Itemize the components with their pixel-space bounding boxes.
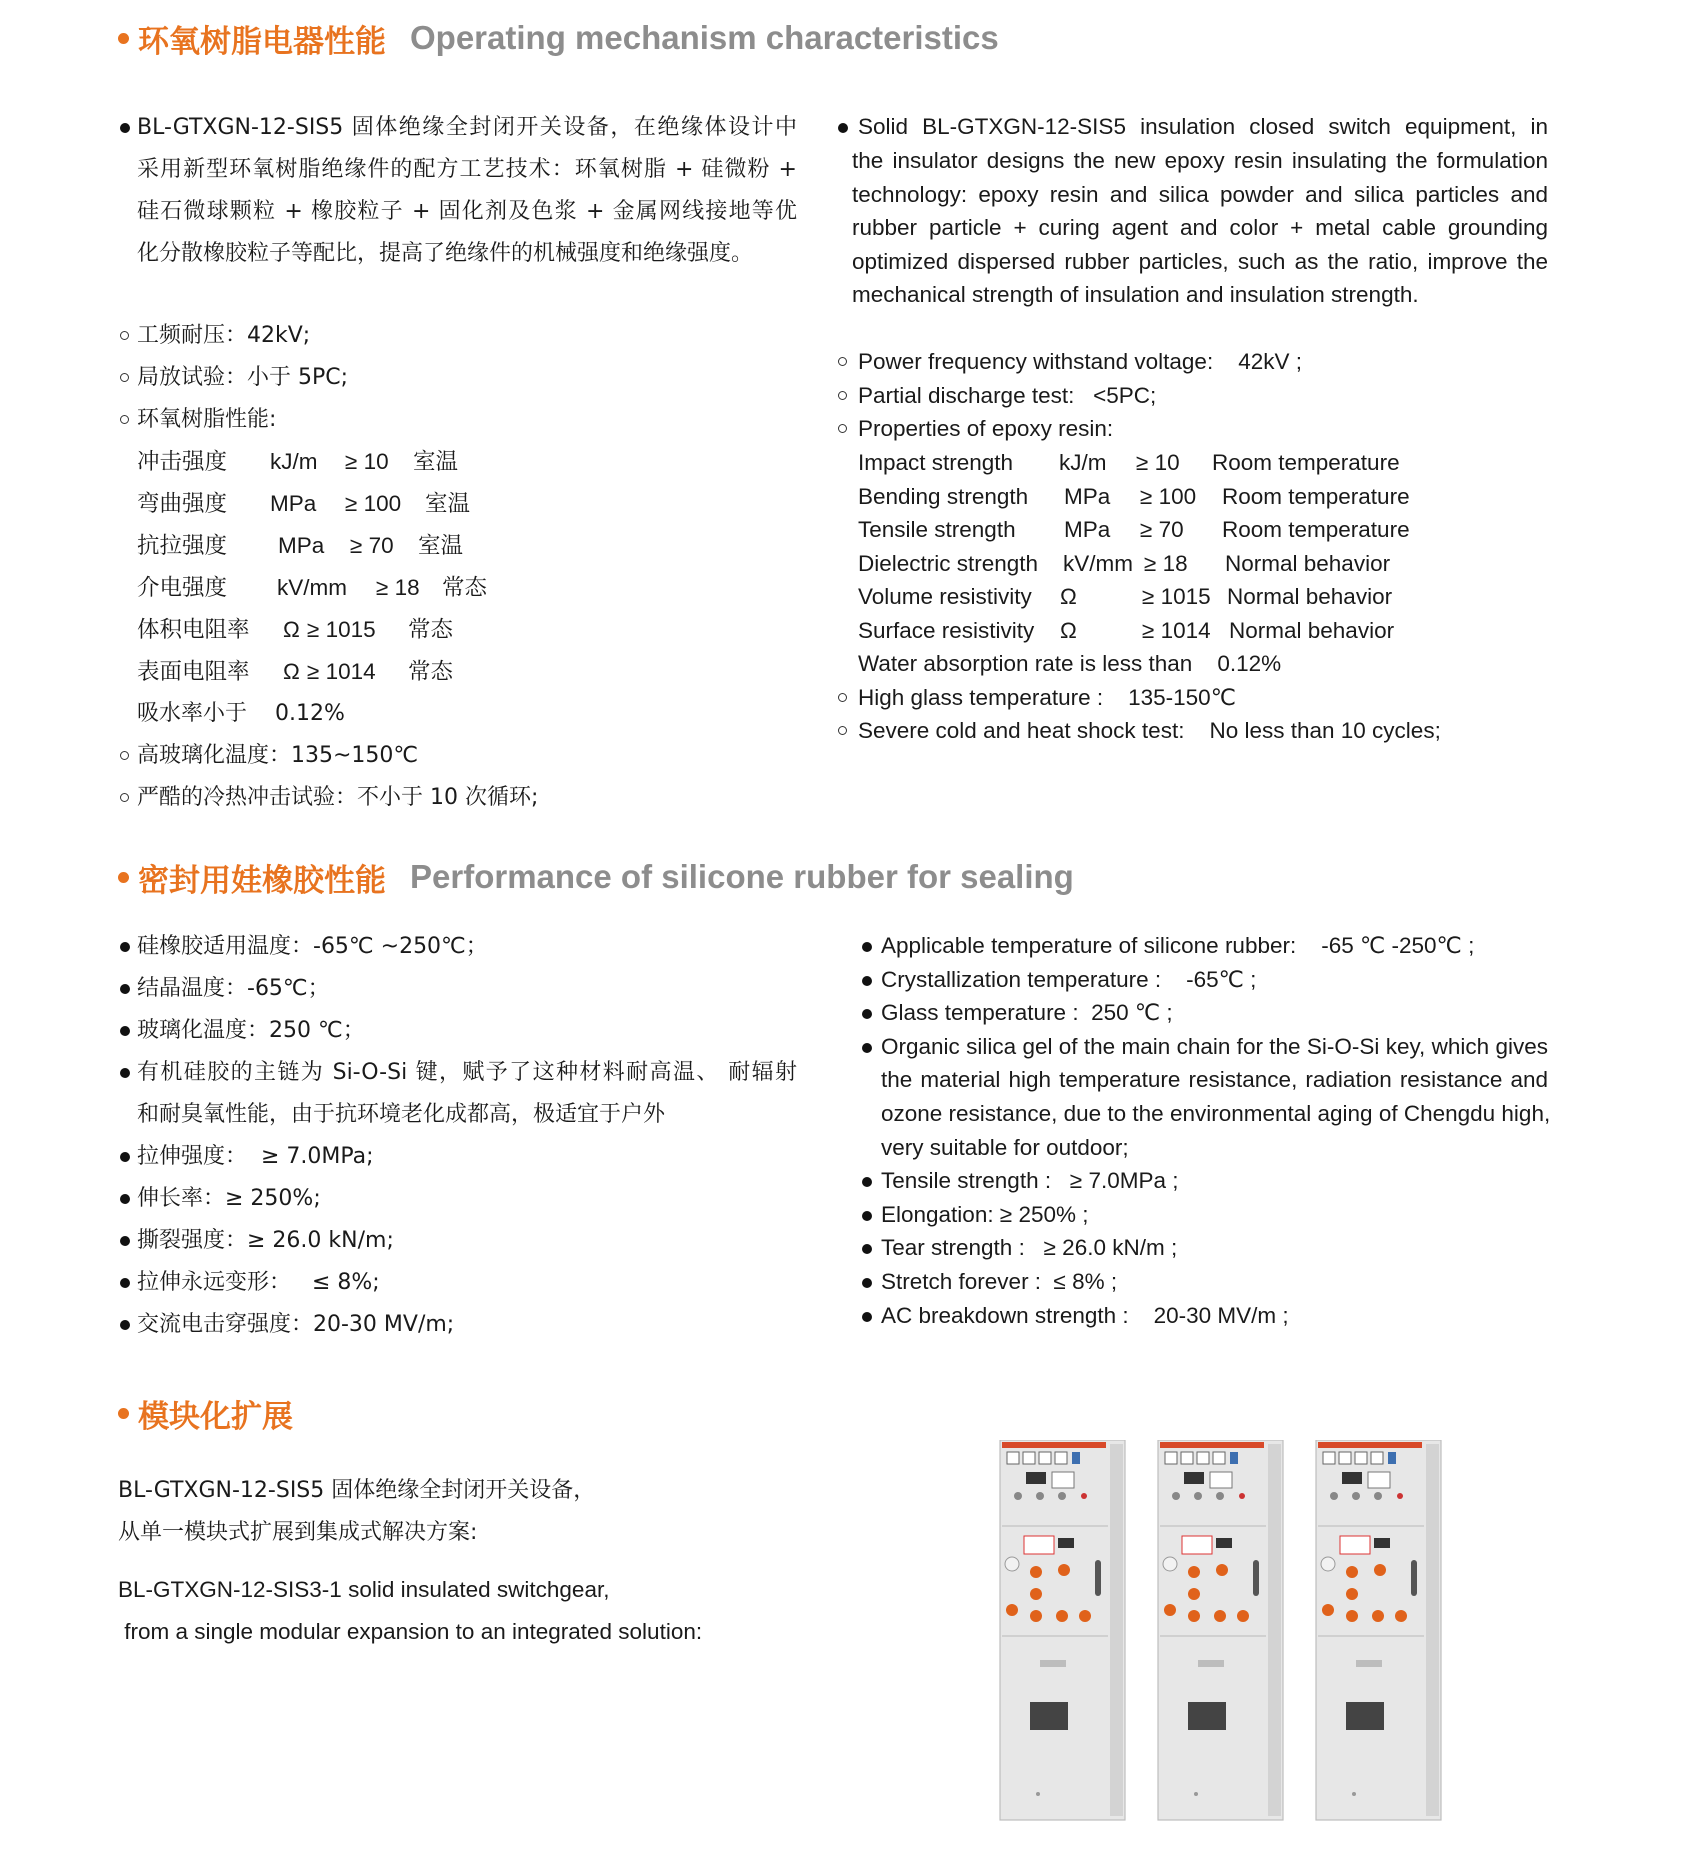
epoxy-zh-item: 环氧树脂性能: <box>137 407 277 432</box>
circle-bullet-icon <box>120 373 129 382</box>
bullet-icon <box>862 1278 872 1288</box>
bullet-icon <box>120 1194 130 1204</box>
silicone-en-item: Crystallization temperature : -65℃ ; <box>881 967 1257 992</box>
circle-bullet-icon <box>838 726 847 735</box>
bullet-icon <box>120 123 130 133</box>
bullet-icon <box>120 1320 130 1330</box>
silicone-zh-item: 结晶温度：-65℃； <box>137 976 330 1001</box>
silicone-zh-item: 交流电击穿强度：20-30 MV/m; <box>137 1312 455 1337</box>
bullet-icon <box>862 1211 872 1221</box>
circle-bullet-icon <box>120 751 129 760</box>
section-title-epoxy: 环氧树脂电器性能 Operating mechanism characteristics <box>118 18 999 58</box>
silicone-en-item: Tensile strength : ≥ 7.0MPa ; <box>881 1168 1179 1193</box>
epoxy-en-item: Power frequency withstand voltage: 42kV ; <box>858 349 1302 374</box>
circle-bullet-icon <box>838 693 847 702</box>
modular-zh-line: BL-GTXGN-12-SIS5 固体绝缘全封闭开关设备， <box>118 1478 596 1503</box>
circle-bullet-icon <box>120 415 129 424</box>
section-title-silicone: 密封用娃橡胶性能 Performance of silicone rubber for sealing <box>118 857 1074 897</box>
modular-en-line: from a single modular expansion to an integrated solution: <box>118 1619 703 1644</box>
bullet-icon <box>120 984 130 994</box>
circle-bullet-icon <box>120 331 129 340</box>
circle-bullet-icon <box>120 793 129 802</box>
epoxy-zh-item: 工频耐压：42kV; <box>137 323 311 348</box>
circle-bullet-icon <box>838 391 847 400</box>
epoxy-en-intro-line: optimized dispersed rubber particles, such as the ratio, improve the <box>852 249 1548 274</box>
silicone-en-item: Stretch forever : ≤ 8% ; <box>881 1269 1118 1294</box>
bullet-icon <box>862 1043 872 1053</box>
epoxy-zh-item: 高玻璃化温度：135~150℃ <box>137 743 419 768</box>
epoxy-en-intro-line: mechanical strength of insulation and insulation strength. <box>852 282 1419 307</box>
bullet-icon <box>862 1244 872 1254</box>
modular-zh-line: 从单一模块式扩展到集成式解决方案: <box>118 1520 478 1545</box>
epoxy-en-intro-line: Solid BL-GTXGN-12-SIS5 insulation closed switch equipment, in <box>858 114 1548 139</box>
orange-bullet-icon <box>118 1408 129 1419</box>
epoxy-zh-item: 局放试验：小于 5PC; <box>137 365 349 390</box>
epoxy-zh-item: 严酷的冷热冲击试验：不小于 10 次循环; <box>137 785 539 810</box>
silicone-zh-item: 玻璃化温度：250 ℃； <box>137 1018 365 1043</box>
silicone-zh-item: 撕裂强度：≥ 26.0 kN/m; <box>137 1228 394 1253</box>
silicone-zh-item: 拉伸永远变形： ≤ 8%; <box>137 1270 380 1295</box>
bullet-icon <box>120 1152 130 1162</box>
epoxy-en-item: Properties of epoxy resin: <box>858 416 1114 441</box>
epoxy-en-intro-line: technology: epoxy resin and silica powder and silica particles and <box>852 182 1548 207</box>
bullet-icon <box>120 942 130 952</box>
bullet-icon <box>120 1236 130 1246</box>
epoxy-zh-intro-line: 化分散橡胶粒子等配比，提高了绝缘件的机械强度和绝缘强度。 <box>137 241 754 266</box>
bullet-icon <box>862 1312 872 1322</box>
bullet-icon <box>120 1278 130 1288</box>
bullet-icon <box>862 976 872 986</box>
silicone-zh-item: 拉伸强度： ≥ 7.0MPa; <box>137 1144 374 1169</box>
epoxy-zh-intro-line: BL-GTXGN-12-SIS5 固体绝缘全封闭开关设备，在绝缘体设计中 <box>137 115 797 140</box>
bullet-icon <box>120 1068 130 1078</box>
epoxy-en-intro-line: rubber particle + curing agent and color + metal cable grounding <box>852 215 1548 240</box>
circle-bullet-icon <box>838 357 847 366</box>
orange-bullet-icon <box>118 33 129 44</box>
silicone-en-item: Glass temperature : 250 ℃ ; <box>881 1000 1173 1025</box>
silicone-en-item: Applicable temperature of silicone rubber: -65 ℃ -250℃ ; <box>881 933 1475 958</box>
section-title-modular: 模块化扩展 <box>118 1393 293 1433</box>
epoxy-en-item: Severe cold and heat shock test: No less than 10 cycles; <box>858 718 1441 743</box>
silicone-en-item: Organic silica gel of the main chain for the Si-O-Si key, which gives <box>881 1034 1548 1059</box>
bullet-icon <box>838 123 848 133</box>
silicone-en-item-cont: ozone resistance, due to the environmental aging of Chengdu high, <box>881 1101 1551 1126</box>
bullet-icon <box>862 1009 872 1019</box>
silicone-en-item: AC breakdown strength : 20-30 MV/m ; <box>881 1303 1289 1328</box>
bullet-icon <box>862 1177 872 1187</box>
silicone-en-item: Tear strength : ≥ 26.0 kN/m ; <box>881 1235 1178 1260</box>
epoxy-en-item: Partial discharge test: <5PC; <box>858 383 1157 408</box>
epoxy-zh-water: 吸水率小于 0.12% <box>137 701 345 726</box>
silicone-zh-item-cont: 和耐臭氧性能，由于抗环境老化成都高，极适宜于户外 <box>137 1102 666 1127</box>
epoxy-zh-intro-line: 采用新型环氧树脂绝缘件的配方工艺技术：环氧树脂 + 硅微粉 + <box>137 157 797 182</box>
silicone-en-item-cont: very suitable for outdoor; <box>881 1135 1129 1160</box>
switchgear-cabinets-illustration <box>990 1440 1450 1840</box>
silicone-zh-item: 有机硅胶的主链为 Si-O-Si 键，赋予了这种材料耐高温、 耐辐射 <box>137 1060 797 1085</box>
epoxy-en-water: Water absorption rate is less than 0.12% <box>858 651 1282 676</box>
circle-bullet-icon <box>838 424 847 433</box>
epoxy-zh-intro-line: 硅石微球颗粒 + 橡胶粒子 + 固化剂及色浆 + 金属网线接地等优 <box>137 199 797 224</box>
orange-bullet-icon <box>118 872 129 883</box>
modular-en-line: BL-GTXGN-12-SIS3-1 solid insulated switchgear, <box>118 1577 610 1602</box>
silicone-zh-item: 伸长率：≥ 250%; <box>137 1186 321 1211</box>
silicone-en-item-cont: the material high temperature resistance, radiation resistance and <box>881 1067 1548 1092</box>
epoxy-en-item: High glass temperature : 135-150℃ <box>858 685 1236 710</box>
silicone-en-item: Elongation: ≥ 250% ; <box>881 1202 1089 1227</box>
epoxy-en-intro-line: the insulator designs the new epoxy resin insulating the formulation <box>852 148 1548 173</box>
bullet-icon <box>862 942 872 952</box>
silicone-zh-item: 硅橡胶适用温度：-65℃ ~250℃； <box>137 934 488 959</box>
bullet-icon <box>120 1026 130 1036</box>
